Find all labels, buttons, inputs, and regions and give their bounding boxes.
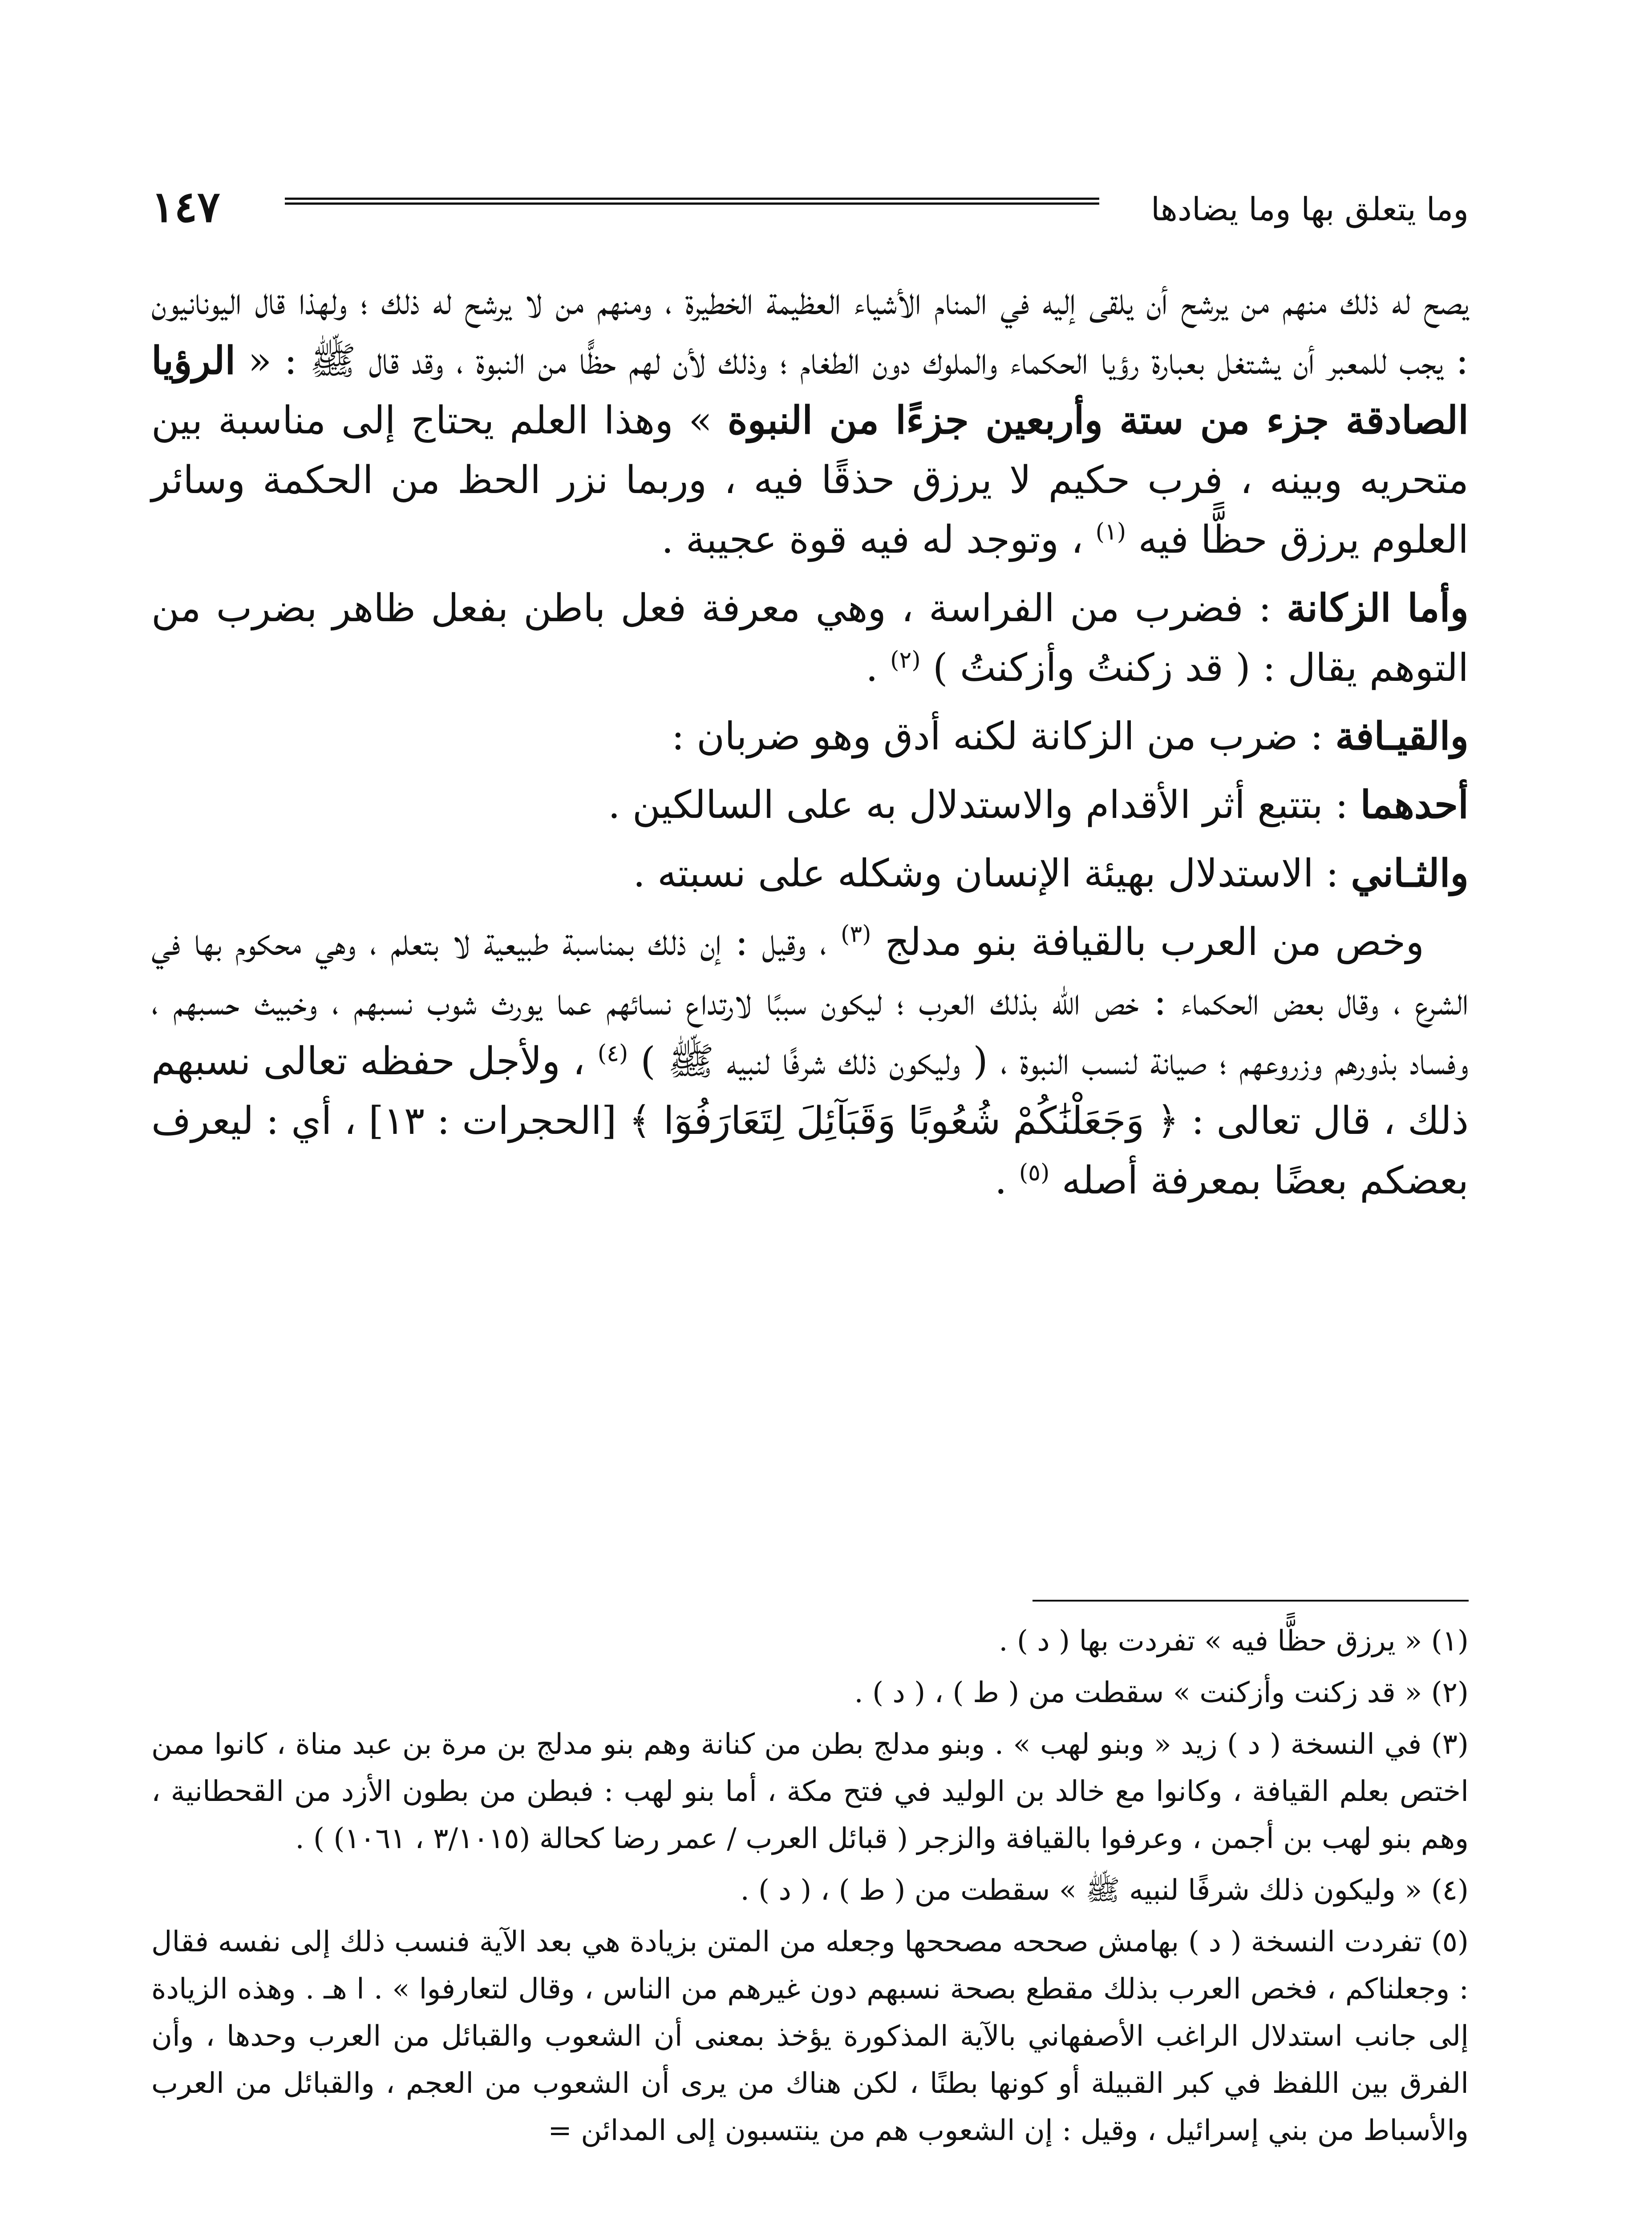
paragraph-text: . <box>995 1158 1007 1203</box>
paragraph-text: : فضرب من الفراسة ، وهي معرفة فعل باطن بفعل ظاهر بضرب من التوهم يقال : ( قد زكنتُ وأزكنتُ ) <box>151 586 1469 690</box>
running-title: وما يتعلق بها وما يضادها <box>1150 190 1469 228</box>
main-text <box>151 271 1469 1219</box>
paragraph-text: ، وتوجد له فيه قوة عجيبة . <box>661 518 1084 562</box>
term-zakana: وأما الزكانة <box>1286 586 1469 631</box>
footnote-separator <box>1032 1600 1469 1602</box>
paragraph-text: » وهذا العلم يحتاج إلى مناسبة بين متحريه وبينه ، فرب حكيم لا يرزق حذقًا فيه ، وربما نزر الحظ من الحكمة وسائر العلوم يرزق حظًّا فيه <box>151 398 1469 562</box>
paragraph-text: ، ولأجل حفظه تعالى نسبهم ذلك ، قال تعالى : ﴿ وَجَعَلْنَٰكُمْ شُعُوبًا وَقَبَآئِلَ لِتَعَارَفُوٓا ﴾ [الحجرات : ١٣] ، أي : ليعرف بعضكم بعضًا بمعرفة أصله <box>151 1039 1469 1203</box>
page-number: ١٤٧ <box>151 182 220 232</box>
paragraph-text: وخص من العرب بالقيافة بنو مدلج <box>885 920 1424 964</box>
paragraph-text: : ضرب من الزكانة لكنه أدق وهو ضربان : <box>671 714 1323 759</box>
paragraph-banu-mudlij <box>151 912 1469 1210</box>
paragraph-text: : بتتبع أثر الأقدام والاستدلال به على السالكين . <box>608 783 1348 827</box>
paragraph-second-kind <box>151 844 1469 903</box>
header-double-rule <box>285 198 1099 205</box>
paragraph-text: يصح له ذلك منهم من يرشح أن يلقى إليه في المنام الأشياء العظيمة الخطيرة ، ومنهم من لا يرشح له ذلك ؛ ولهذا قال اليونانيون : يجب للمعبر أن يشتغل بعبارة رؤيا الحكماء والملوك دون الطغام ؛ وذلك لأن لهم حظًّا من النبوة ، وقد قال ﷺ : « <box>151 279 1469 383</box>
paragraph-1 <box>151 271 1469 570</box>
paragraph-text: : الاستدلال بهيئة الإنسان وشكله على نسبته . <box>633 851 1339 896</box>
paragraph-text: ، وقيل : إن ذلك بمناسبة طبيعية لا بتعلم ، وهي محكوم بها في الشرع ، وقال بعض الحكماء : خص الله بذلك العرب ؛ ليكون سببًا لارتداع نسائهم عما يورث شوب نسبهم ، وخبيث حسبهم ، وفساد بذورهم وزروعهم ؛ صيانة لنسب النبوة ، ( وليكون ذلك شرفًا لنبيه ﷺ ) <box>151 920 1469 1084</box>
paragraph-qiyafa <box>151 707 1469 766</box>
paragraph-zakana <box>151 578 1469 698</box>
footnote-3: (٣) في النسخة ( د ) زيد « وبنو لهب » . وبنو مدلج بطن من كنانة وهم بنو مدلج بن مرة بن عبد مناة ، كانوا ممن اختص بعلم القيافة ، وكانوا مع خالد بن الوليد في فتح مكة ، أما بنو لهب : فبطن من بطون الأزد من القحطانية ، وهم بنو لهب بن أجمن ، وعرفوا بالقيافة والزجر ( قبائل العرب / عمر رضا كحالة (٣/١٠١٥ ، ١٠٦١) ) . <box>151 1728 1469 1855</box>
footnotes <box>151 1618 1469 2159</box>
page-header <box>151 178 1469 240</box>
paragraph-text: . <box>866 646 878 690</box>
paragraph-first-kind <box>151 775 1469 835</box>
footnote-ref-1[interactable]: (١) <box>1095 518 1126 546</box>
term-second: والثـاني <box>1351 851 1469 896</box>
footnote-ref-2[interactable]: (٢) <box>890 647 921 674</box>
footnote-ref-5[interactable]: (٥) <box>1019 1159 1050 1186</box>
footnote-ref-4[interactable]: (٤) <box>597 1040 628 1067</box>
footnote-5: (٥) تفردت النسخة ( د ) بهامش صححه مصححها وجعله من المتن بزيادة هي بعد الآية فنسب ذلك إلى نفسه فقال : وجعلناكم ، فخص العرب بذلك مقطع بصحة نسبهم دون غيرهم من الناس ، وقال لتعارفوا » . ا هـ . وهذه الزيادة إلى جانب استدلال الراغب الأصفهاني بالآية المذكورة يؤخذ بمعنى أن الشعوب والقبائل من العرب وحدها ، وأن الفرق بين اللفظ في كبر القبيلة أو كونها بطنًا ، لكن هناك من يرى أن الشعوب من العجم ، والقبائل من العرب والأسباط من بني إسرائيل ، وقيل : إن الشعوب هم من ينتسبون إلى المدائن = <box>151 1926 1469 2147</box>
term-qiyafa: والقيـافة <box>1335 714 1469 759</box>
footnote-2: (٢) « قد زكنت وأزكنت » سقطت من ( ط ) ، ( د ) . <box>854 1676 1469 1709</box>
term-first: أحدهما <box>1360 782 1469 827</box>
hadith-quote: الرؤيا الصادقة جزء من ستة وأربعين جزءًا من النبوة <box>151 338 1469 443</box>
footnote-1: (١) « يرزق حظًّا فيه » تفردت بها ( د ) . <box>999 1625 1469 1658</box>
footnote-ref-3[interactable]: (٣) <box>840 921 871 948</box>
footnote-4: (٤) « وليكون ذلك شرفًا لنبيه ﷺ » سقطت من ( ط ) ، ( د ) . <box>740 1874 1469 1907</box>
